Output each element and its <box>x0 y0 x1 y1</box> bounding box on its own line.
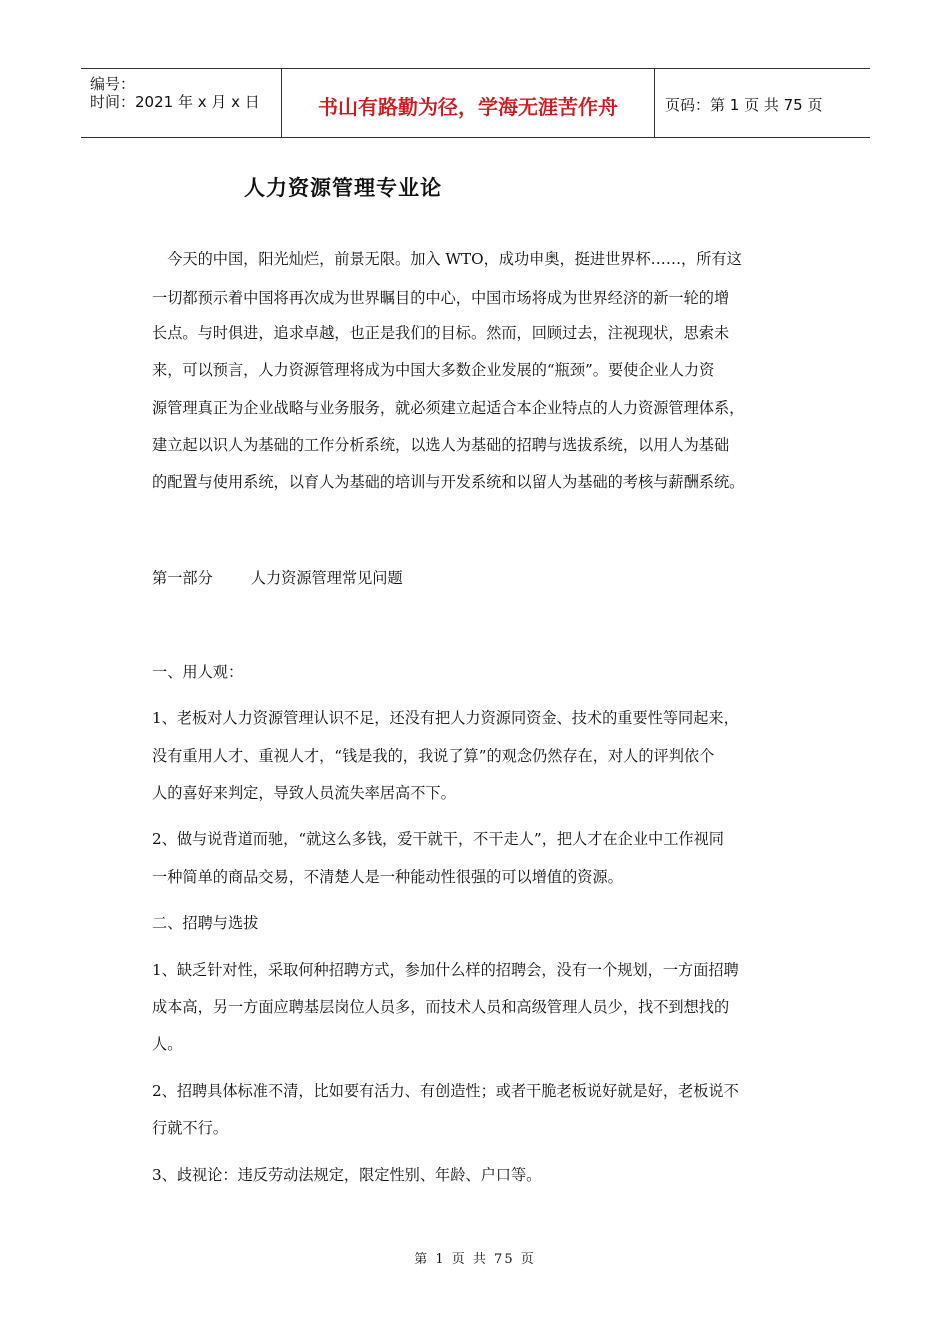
paragraph-line: 人。 <box>152 1035 183 1053</box>
paragraph-line: 1、缺乏针对性，采取何种招聘方式，参加什么样的招聘会，没有一个规划，一方面招聘 <box>152 961 739 979</box>
part-label: 第一部分 <box>152 569 213 587</box>
intro-line: 长点。与时俱进，追求卓越，也正是我们的目标。然而，回顾过去，注视现状，思索未 <box>152 324 730 342</box>
header-motto-cell <box>282 69 655 137</box>
paragraph-line: 没有重用人才、重视人才，“钱是我的，我说了算”的观念仍然存在，对人的评判依个 <box>152 747 715 765</box>
paragraph-line: 行就不行。 <box>152 1119 228 1137</box>
paragraph-line: 一种简单的商品交易，不清楚人是一种能动性很强的可以增值的资源。 <box>152 868 623 886</box>
time-label: 时间：2021 年 x 月 x 日 <box>90 93 260 111</box>
motto: 书山有路勤为径，学海无涯苦作舟 <box>318 95 618 119</box>
header-table <box>81 68 870 138</box>
paragraph-line: 人的喜好来判定，导致人员流失率居高不下。 <box>152 784 456 802</box>
intro-line: 一切都预示着中国将再次成为世界瞩目的中心，中国市场将成为世界经济的新一轮的增 <box>152 289 730 307</box>
part-heading <box>152 567 403 588</box>
page-info: 页码：第 1 页 共 75 页 <box>665 96 823 114</box>
paragraph-line: 2、做与说背道而驰，“就这么多钱，爱干就干，不干走人”，把人才在企业中工作视同 <box>152 830 724 848</box>
intro-line: 的配置与使用系统，以育人为基础的培训与开发系统和以留人为基础的考核与薪酬系统。 <box>152 473 745 491</box>
intro-line: 来，可以预言，人力资源管理将成为中国大多数企业发展的“瓶颈”。要使企业人力资 <box>152 361 715 379</box>
header-meta-cell <box>81 69 282 137</box>
part-title: 人力资源管理常见问题 <box>250 569 403 587</box>
intro-line: 源管理真正为企业战略与业务服务，就必须建立起适合本企业特点的人力资源管理体系， <box>152 399 745 417</box>
paragraph-line: 1、老板对人力资源管理认识不足，还没有把人力资源同资金、技术的重要性等同起来， <box>152 709 739 727</box>
header-page-cell <box>655 69 870 137</box>
code-label: 编号： <box>90 75 136 93</box>
paragraph-line: 2、招聘具体标准不清，比如要有活力、有创造性；或者干脆老板说好就是好，老板说不 <box>152 1082 739 1100</box>
intro-line: 建立起以识人为基础的工作分析系统，以选人为基础的招聘与选拔系统，以用人为基础 <box>152 436 730 454</box>
paragraph-line: 3、歧视论：违反劳动法规定，限定性别、年龄、户口等。 <box>152 1166 542 1184</box>
page-footer: 第 1 页 共 75 页 <box>414 1252 536 1267</box>
section-heading: 二、招聘与选拔 <box>152 914 259 932</box>
paragraph-line: 成本高，另一方面应聘基层岗位人员多，而技术人员和高级管理人员少，找不到想找的 <box>152 998 730 1016</box>
intro-line: 今天的中国，阳光灿烂，前景无限。加入 WTO，成功申奥，挺进世界杯……，所有这 <box>152 250 742 268</box>
section-heading: 一、用人观： <box>152 663 244 681</box>
document-title: 人力资源管理专业论 <box>244 176 442 200</box>
